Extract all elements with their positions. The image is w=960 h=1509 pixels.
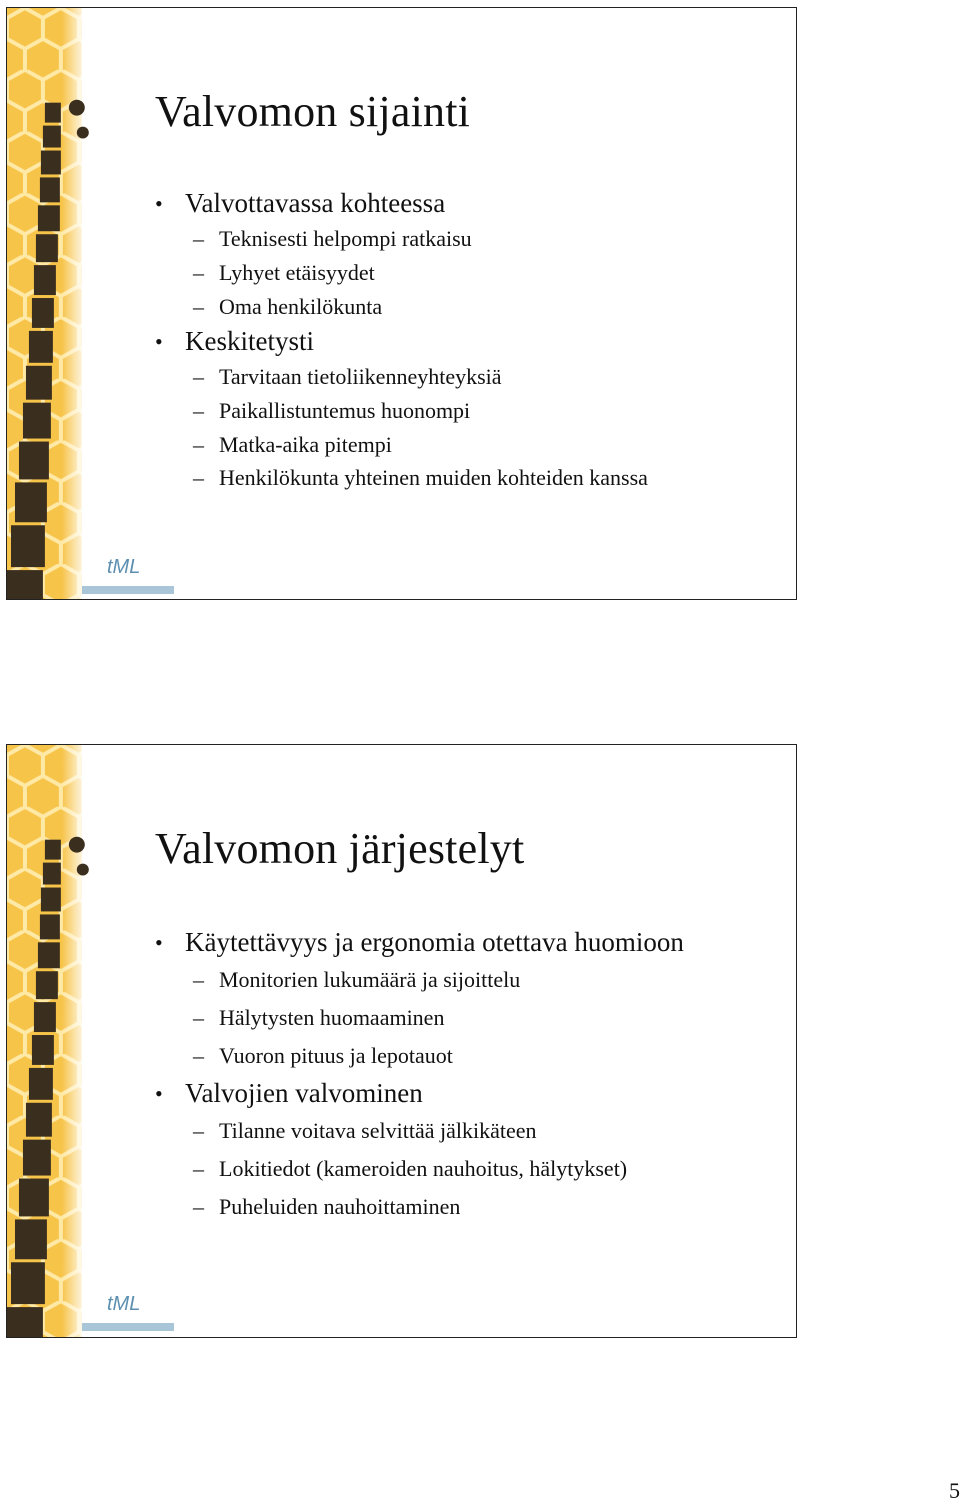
sub-item: – Lokitiedot (kameroiden nauhoitus, hälytykset) <box>193 1156 628 1181</box>
slide-title: Valvomon sijainti <box>155 87 471 136</box>
dash-icon: – <box>193 398 204 423</box>
sub-item: – Tilanne voitava selvittää jälkikäteen <box>193 1118 537 1143</box>
dash-icon: – <box>193 967 204 992</box>
slide-content <box>155 925 736 1221</box>
dash-icon: – <box>193 1043 204 1068</box>
sub-item: – Puheluiden nauhoittaminen <box>193 1194 461 1219</box>
sub-item: – Oma henkilökunta <box>193 294 383 319</box>
logo: tML <box>82 556 182 600</box>
dash-icon: – <box>193 432 204 457</box>
slide-content <box>155 186 736 492</box>
tower-graphic <box>7 837 89 1337</box>
slide-2 <box>6 744 797 1338</box>
dash-icon: – <box>193 1005 204 1030</box>
bullet-dot-icon: • <box>155 329 163 354</box>
dash-icon: – <box>193 226 204 251</box>
dash-icon: – <box>193 1118 204 1143</box>
bullet-dot-icon: • <box>155 930 163 955</box>
dash-icon: – <box>193 1156 204 1181</box>
sub-item: – Lyhyet etäisyydet <box>193 260 375 285</box>
page-number: 5 <box>949 1478 960 1503</box>
dash-icon: – <box>193 465 204 490</box>
sub-item: – Teknisesti helpompi ratkaisu <box>193 226 472 251</box>
logo: tML <box>82 1293 182 1337</box>
bullet-dot-icon: • <box>155 191 163 216</box>
dash-icon: – <box>193 364 204 389</box>
sub-item: – Paikallistuntemus huonompi <box>193 398 471 423</box>
sub-item: – Hälytysten huomaaminen <box>193 1005 445 1030</box>
sub-item: – Monitorien lukumäärä ja sijoittelu <box>193 967 521 992</box>
dash-icon: – <box>193 260 204 285</box>
bullet-item: • Keskitetysti <box>155 324 736 359</box>
slide-1 <box>6 7 797 600</box>
sub-item: – Vuoron pituus ja lepotauot <box>193 1043 453 1068</box>
dash-icon: – <box>193 294 204 319</box>
slide-title: Valvomon järjestelyt <box>155 824 525 873</box>
dash-icon: – <box>193 1194 204 1219</box>
sub-item: – Henkilökunta yhteinen muiden kohteiden kanssa <box>193 465 648 490</box>
bullet-dot-icon: • <box>155 1081 163 1106</box>
sub-item: – Tarvitaan tietoliikenneyhteyksiä <box>193 364 502 389</box>
tower-graphic <box>7 100 89 599</box>
sub-item: – Matka-aika pitempi <box>193 432 392 457</box>
bullet-item: • Valvojien valvominen <box>155 1076 736 1111</box>
bullet-item: • Käytettävyys ja ergonomia otettava huomioon <box>155 925 736 960</box>
bullet-item: • Valvottavassa kohteessa <box>155 186 736 221</box>
